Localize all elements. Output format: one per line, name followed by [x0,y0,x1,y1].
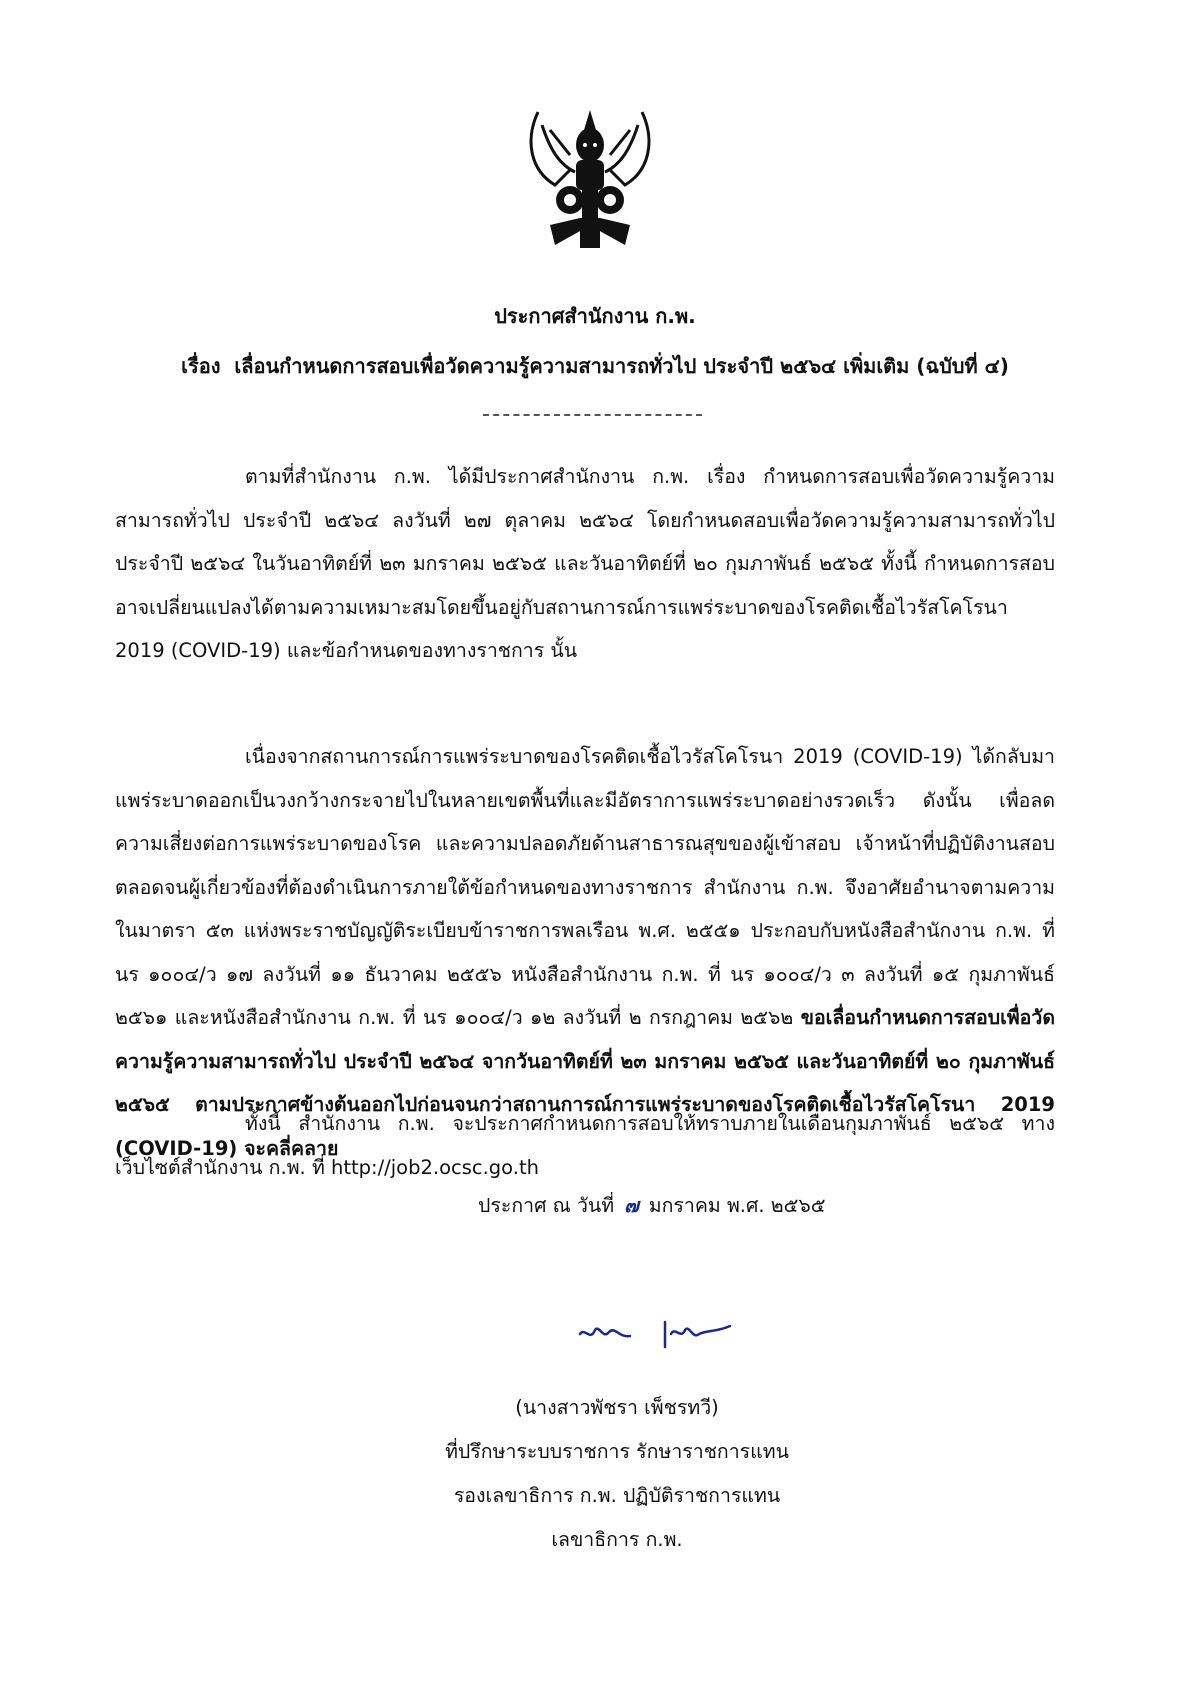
signature-icon [575,1312,735,1352]
dateline-prefix: ประกาศ ณ วันที่ [478,1194,615,1217]
dateline-day: ๗ [624,1194,639,1217]
dateline [478,1190,826,1221]
garuda-emblem-icon [520,100,660,260]
paragraph-1 [115,455,1055,673]
subject-label: เรื่อง [181,354,221,378]
website-link[interactable]: http://job2.ocsc.go.th [331,1155,539,1179]
paragraph-1-text: ตามที่สำนักงาน ก.พ. ได้มีประกาศสำนักงาน ก.พ. เรื่อง กำหนดการสอบเพื่อวัดความรู้ความสามารถทั่วไป ประจำปี ๒๕๖๔ ลงวันที่ ๒๗ ตุลาคม ๒๕๖๔ โดยกำหนดสอบเพื่อวัดความรู้ความสามารถทั่วไป ประจำปี ๒๕๖๔ ในวันอาทิตย์ที่ ๒๓ มกราคม ๒๕๖๕ และวันอาทิตย์ที่ ๒๐ กุมภาพันธ์ ๒๕๖๕ ทั้งนี้ กำหนดการสอบอาจเปลี่ยนแปลงได้ตามความเหมาะสมโดยขึ้นอยู่กับสถานการณ์การแพร่ระบาดของโรคติดเชื้อไวรัสโคโรนา 2019 (COVID-19) และข้อกำหนดของทางราชการ นั้น [115,465,1055,662]
subject-text: เลื่อนกำหนดการสอบเพื่อวัดความรู้ความสามารถทั่วไป ประจำปี ๒๕๖๔ เพิ่มเติม (ฉบับที่ ๔) [234,354,1009,378]
paragraph-2-text: เนื่องจากสถานการณ์การแพร่ระบาดของโรคติดเชื้อไวรัสโคโรนา 2019 (COVID-19) ได้กลับมาแพร่ระบาดออกเป็นวงกว้างกระจายไปในหลายเขตพื้นที่และมีอัตราการแพร่ระบาดอย่างรวดเร็ว ดังนั้น เพื่อลดความเสี่ยงต่อการแพร่ระบาดของโรค และความปลอดภัยด้านสาธารณสุขของผู้เข้าสอบ เจ้าหน้าที่ปฏิบัติงานสอบ ตลอดจนผู้เกี่ยวข้องที่ต้องดำเนินการภายใต้ข้อกำหนดของทางราชการ สำนักงาน ก.พ. จึงอาศัยอำนาจตามความในมาตรา ๕๓ แห่งพระราชบัญญัติระเบียบข้าราชการพลเรือน พ.ศ. ๒๕๕๑ ประกอบกับหนังสือสำนักงาน ก.พ. ที่ นร ๑๐๐๔/ว ๑๗ ลงวันที่ ๑๑ ธันวาคม ๒๕๕๖ หนังสือสำนักงาน ก.พ. ที่ นร ๑๐๐๔/ว ๓ ลงวันที่ ๑๕ กุมภาพันธ์ ๒๕๖๑ และหนังสือสำนักงาน ก.พ. ที่ นร ๑๐๐๔/ว ๑๒ ลงวันที่ ๒ กรกฎาคม ๒๕๖๒ [115,745,1055,1029]
signatory-position-1: ที่ปรึกษาระบบราชการ รักษาราชการแทน [445,1440,789,1463]
subject-line [0,350,1190,382]
signatory-position-2: รองเลขาธิการ ก.พ. ปฏิบัติราชการแทน [453,1484,781,1507]
dateline-suffix: มกราคม พ.ศ. ๒๕๖๕ [648,1194,826,1217]
paragraph-3 [115,1102,1055,1189]
announcement-title: ประกาศสำนักงาน ก.พ. [494,304,696,328]
paragraph-3-text: ทั้งนี้ สำนักงาน ก.พ. จะประกาศกำหนดการสอบให้ทราบภายในเดือนกุมภาพันธ์ ๒๕๖๕ ทางเว็บไซต์สำนักงาน ก.พ. ที่ [115,1112,1055,1179]
signatory-position-3: เลขาธิการ ก.พ. [551,1528,683,1551]
signatory-name: (นางสาวพัชรา เพ็ชรทวี) [515,1396,719,1419]
separator-line [483,414,702,416]
paragraph-2-bold-text: ขอเลื่อนกำหนดการสอบเพื่อวัดความรู้ความสามารถทั่วไป ประจำปี ๒๕๖๔ จากวันอาทิตย์ที่ ๒๓ มกราคม ๒๕๖๕ และวันอาทิตย์ที่ ๒๐ กุมภาพันธ์ ๒๕๖๕ ตามประกาศข้างต้นออกไปก่อนจนกว่าสถานการณ์การแพร่ระบาดของโรคติดเชื้อไวรัสโคโรนา 2019 (COVID-19) จะคลี่คลาย [115,1006,1055,1160]
